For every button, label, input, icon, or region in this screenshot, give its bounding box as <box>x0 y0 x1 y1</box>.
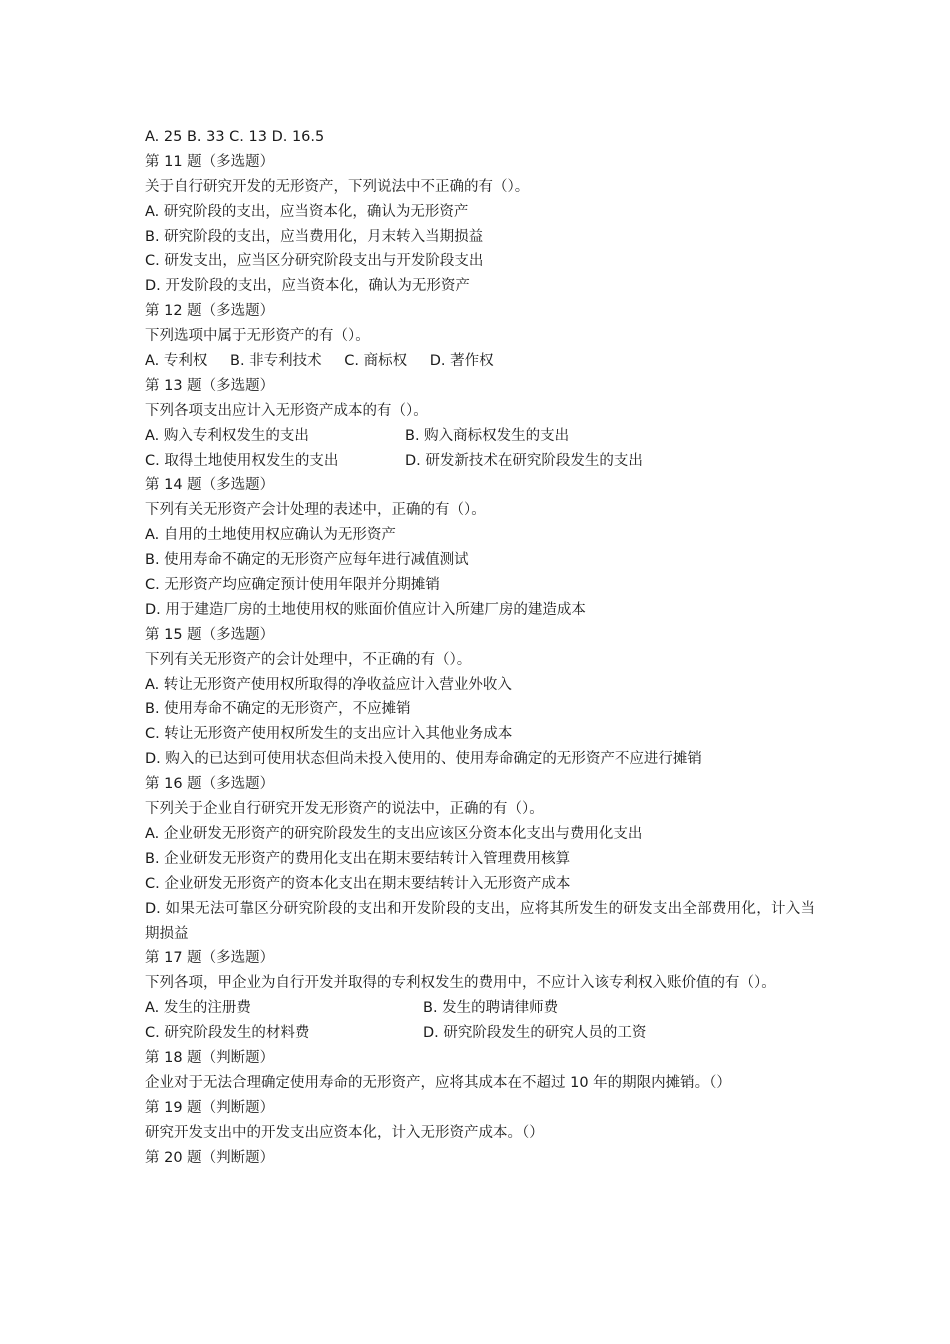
question-19-header: 第 19 题（判断题） <box>145 1099 275 1116</box>
question-19-stem: 研究开发支出中的开发支出应资本化，计入无形资产成本。（） <box>145 1124 544 1141</box>
question-12-header: 第 12 题（多选题） <box>145 303 275 320</box>
question-17-options-row-1 <box>145 996 815 1021</box>
question-15-option-a: A. 转让无形资产使用权所取得的净收益应计入营业外收入 <box>145 676 512 693</box>
question-14-option-b: B. 使用寿命不确定的无形资产应每年进行减值测试 <box>145 552 469 569</box>
question-18-header: 第 18 题（判断题） <box>145 1050 275 1066</box>
question-17-option-b: B. 发生的聘请律师费 <box>423 1000 559 1017</box>
question-14-option-c: C. 无形资产均应确定预计使用年限并分期摊销 <box>145 577 440 594</box>
previous-question-options: A. 25 B. 33 C. 13 D. 16.5 <box>145 129 325 145</box>
question-12-option-a: A. 专利权 <box>145 353 208 370</box>
question-13-options-row-1 <box>145 424 815 449</box>
question-15-option-c: C. 转让无形资产使用权所发生的支出应计入其他业务成本 <box>145 726 513 743</box>
document-page <box>145 125 815 1170</box>
question-14-stem: 下列有关无形资产会计处理的表述中，正确的有（）。 <box>145 502 486 519</box>
question-14-option-d: D. 用于建造厂房的土地使用权的账面价值应计入所建厂房的建造成本 <box>145 601 586 618</box>
question-17-option-d: D. 研究阶段发生的研究人员的工资 <box>423 1025 647 1042</box>
question-13-option-d: D. 研发新技术在研究阶段发生的支出 <box>405 452 643 469</box>
question-17-header: 第 17 题（多选题） <box>145 950 275 967</box>
question-11-stem: 关于自行研究开发的无形资产，下列说法中不正确的有（）。 <box>145 178 530 195</box>
question-11-option-d: D. 开发阶段的支出，应当资本化，确认为无形资产 <box>145 278 470 295</box>
question-14-option-a: A. 自用的土地使用权应确认为无形资产 <box>145 527 396 544</box>
question-16-option-d: D. 如果无法可靠区分研究阶段的支出和开发阶段的支出，应将其所发生的研发支出全部费用化，计入当期损益 <box>145 900 815 942</box>
question-16-stem: 下列关于企业自行研究开发无形资产的说法中，正确的有（）。 <box>145 801 544 818</box>
question-13-header: 第 13 题（多选题） <box>145 377 275 394</box>
question-13-option-b: B. 购入商标权发生的支出 <box>405 427 570 444</box>
question-13-options-row-2 <box>145 449 815 474</box>
question-15-option-b: B. 使用寿命不确定的无形资产，不应摊销 <box>145 701 411 718</box>
question-18-stem: 企业对于无法合理确定使用寿命的无形资产，应将其成本在不超过 10 年的期限内摊销。（） <box>145 1074 731 1091</box>
question-15-stem: 下列有关无形资产的会计处理中，不正确的有（）。 <box>145 651 472 668</box>
question-17-option-a: A. 发生的注册费 <box>145 1000 251 1017</box>
question-16-option-b: B. 企业研发无形资产的费用化支出在期末要结转计入管理费用核算 <box>145 850 571 867</box>
question-17-option-c: C. 研究阶段发生的材料费 <box>145 1025 310 1042</box>
question-15-header: 第 15 题（多选题） <box>145 626 275 643</box>
question-13-option-c: C. 取得土地使用权发生的支出 <box>145 452 339 469</box>
question-12-option-c: C. 商标权 <box>344 353 408 370</box>
question-12-option-d: D. 著作权 <box>429 353 494 370</box>
question-15-option-d: D. 购入的已达到可使用状态但尚未投入使用的、使用寿命确定的无形资产不应进行摊销 <box>145 751 702 768</box>
question-16-option-c: C. 企业研发无形资产的资本化支出在期末要结转计入无形资产成本 <box>145 875 571 892</box>
question-13-option-a: A. 购入专利权发生的支出 <box>145 427 309 444</box>
question-17-stem: 下列各项，甲企业为自行开发并取得的专利权发生的费用中，不应计入该专利权入账价值的有（）。 <box>145 975 776 992</box>
question-13-stem: 下列各项支出应计入无形资产成本的有（）。 <box>145 402 428 419</box>
question-11-option-a: A. 研究阶段的支出，应当资本化，确认为无形资产 <box>145 203 469 220</box>
question-11-header: 第 11 题（多选题） <box>145 153 275 170</box>
question-12-option-b: B. 非专利技术 <box>230 353 322 370</box>
question-14-header: 第 14 题（多选题） <box>145 477 275 494</box>
question-16-header: 第 16 题（多选题） <box>145 776 275 793</box>
question-12-options <box>145 349 815 374</box>
question-16-option-a: A. 企业研发无形资产的研究阶段发生的支出应该区分资本化支出与费用化支出 <box>145 825 643 842</box>
question-11-option-b: B. 研究阶段的支出，应当费用化，月末转入当期损益 <box>145 228 484 245</box>
question-20-header: 第 20 题（判断题） <box>145 1149 275 1166</box>
question-17-options-row-2 <box>145 1021 815 1046</box>
question-12-stem: 下列选项中属于无形资产的有（）。 <box>145 328 370 345</box>
question-11-option-c: C. 研发支出，应当区分研究阶段支出与开发阶段支出 <box>145 253 484 270</box>
